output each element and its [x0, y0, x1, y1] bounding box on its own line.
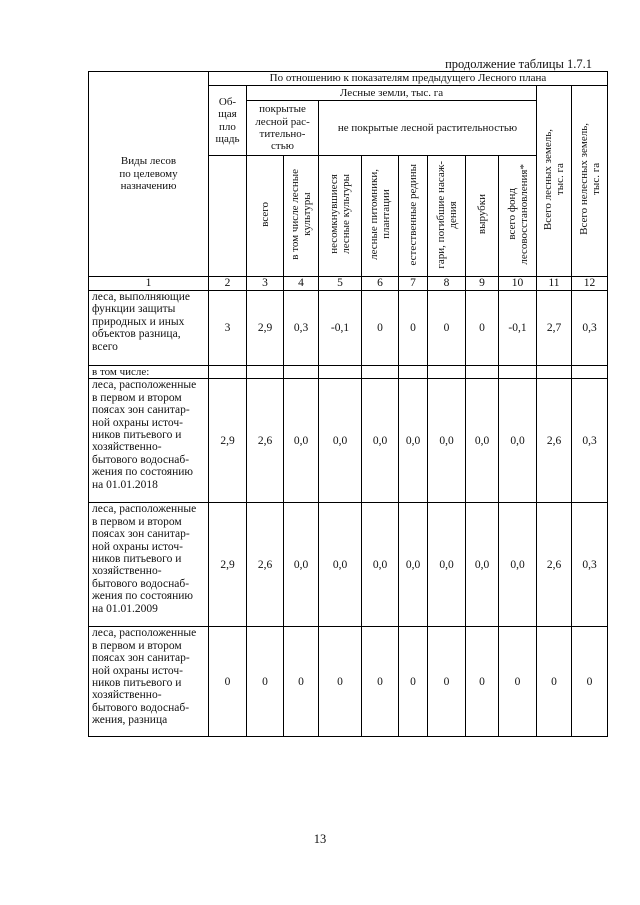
- cell: 0: [428, 627, 466, 737]
- cell: 0,0: [428, 503, 466, 627]
- col-number: 9: [466, 277, 499, 291]
- cell: 2,6: [247, 503, 284, 627]
- header-forest-land: Лесные земли, тыс. га: [247, 86, 537, 101]
- cell: -0,1: [499, 291, 537, 366]
- cell: 0,0: [399, 379, 428, 503]
- col-number: 10: [499, 277, 537, 291]
- col-header-nurseries: лесные питомники, плантации: [362, 156, 399, 277]
- row-label: леса, выполняющие функции защиты природных и иных объектов разница, всего: [89, 291, 209, 366]
- cell: 2,6: [537, 379, 572, 503]
- cell: 2,9: [209, 379, 247, 503]
- cell: 0: [466, 291, 499, 366]
- cell: 0,0: [284, 503, 319, 627]
- col-number: 8: [428, 277, 466, 291]
- row-label: леса, расположенные в первом и втором поясах зон санитар- ной охраны источ- ников питьевого и хозяйственно- бытового водоснаб- жения по состоянию на 01.01.2018: [89, 379, 209, 503]
- col-header-reforest: всего фонд лесовосстановления*: [499, 156, 537, 277]
- col-header-unclosed: несомкнувшиеся лесные культуры: [319, 156, 362, 277]
- cell: 3: [209, 291, 247, 366]
- cell: 0,0: [362, 503, 399, 627]
- cell: 0,0: [428, 379, 466, 503]
- col-number: 12: [572, 277, 608, 291]
- cell: 2,9: [209, 503, 247, 627]
- cell: 0,0: [466, 379, 499, 503]
- cell: 0: [499, 627, 537, 737]
- col-number: 5: [319, 277, 362, 291]
- col-number: 2: [209, 277, 247, 291]
- col-header-cutting: вырубки: [466, 156, 499, 277]
- row-label: леса, расположенные в первом и втором поясах зон санитар- ной охраны источ- ников питьевого и хозяйственно- бытового водоснаб- жения по состоянию на 01.01.2009: [89, 503, 209, 627]
- col-header-cultures: в том числе лесные культуры: [284, 156, 319, 277]
- col-header-all: всего: [247, 156, 284, 277]
- col-number: 1: [89, 277, 209, 291]
- cell: 0,3: [572, 379, 608, 503]
- cell: 0,0: [319, 503, 362, 627]
- subheader-label: в том числе:: [89, 366, 209, 379]
- page-number: 13: [313, 832, 327, 846]
- cell: 0,0: [319, 379, 362, 503]
- forest-table: [88, 71, 608, 737]
- cell: 0,3: [572, 503, 608, 627]
- header-total-blank: [209, 156, 247, 277]
- col-header-total-forest: Всего лесных земель, тыс. га: [537, 86, 572, 277]
- row-label: леса, расположенные в первом и втором поясах зон санитар- ной охраны источ- ников питьевого и хозяйственно- бытового водоснаб- жения, разница: [89, 627, 209, 737]
- cell: 0,0: [499, 503, 537, 627]
- cell: 0,0: [499, 379, 537, 503]
- cell: 0,0: [284, 379, 319, 503]
- cell: 0: [209, 627, 247, 737]
- table-row: [89, 503, 608, 627]
- col-header-total: Об- щая пло щадь: [209, 86, 247, 156]
- cell: 0: [247, 627, 284, 737]
- col-header-sparse: естественные редины: [399, 156, 428, 277]
- table-row: [89, 291, 608, 366]
- subheader-row: [89, 366, 608, 379]
- cell: 0,3: [572, 291, 608, 366]
- cell: 0: [572, 627, 608, 737]
- cell: 2,6: [537, 503, 572, 627]
- cell: 0,3: [284, 291, 319, 366]
- header-top: По отношению к показателям предыдущего Лесного плана: [209, 72, 608, 86]
- col-number: 6: [362, 277, 399, 291]
- continuation-label: продолжение таблицы 1.7.1: [445, 57, 592, 71]
- cell: 0,0: [466, 503, 499, 627]
- cell: 0: [319, 627, 362, 737]
- cell: -0,1: [319, 291, 362, 366]
- cell: 0,0: [362, 379, 399, 503]
- col-header-total-nonforest: Всего нелесных земель, тыс. га: [572, 86, 608, 277]
- table-row: [89, 627, 608, 737]
- cell: 0: [399, 291, 428, 366]
- cell: 0: [537, 627, 572, 737]
- header-not-covered: не покрытые лесной растительностью: [319, 101, 537, 156]
- col-number: 11: [537, 277, 572, 291]
- cell: 2,6: [247, 379, 284, 503]
- cell: 2,7: [537, 291, 572, 366]
- header-covered: покрытые лесной рас- тительно- стью: [247, 101, 319, 156]
- cell: 0: [362, 627, 399, 737]
- col-number: 3: [247, 277, 284, 291]
- cell: 0: [284, 627, 319, 737]
- cell: 0: [399, 627, 428, 737]
- column-numbers-row: [89, 277, 608, 291]
- col-number: 7: [399, 277, 428, 291]
- cell: 2,9: [247, 291, 284, 366]
- cell: 0: [428, 291, 466, 366]
- col-number: 4: [284, 277, 319, 291]
- col-header-type: Виды лесов по целевому назначению: [89, 72, 209, 277]
- cell: 0: [362, 291, 399, 366]
- table-row: [89, 379, 608, 503]
- col-header-burnt: гари, погибшие насаж- дения: [428, 156, 466, 277]
- cell: 0,0: [399, 503, 428, 627]
- cell: 0: [466, 627, 499, 737]
